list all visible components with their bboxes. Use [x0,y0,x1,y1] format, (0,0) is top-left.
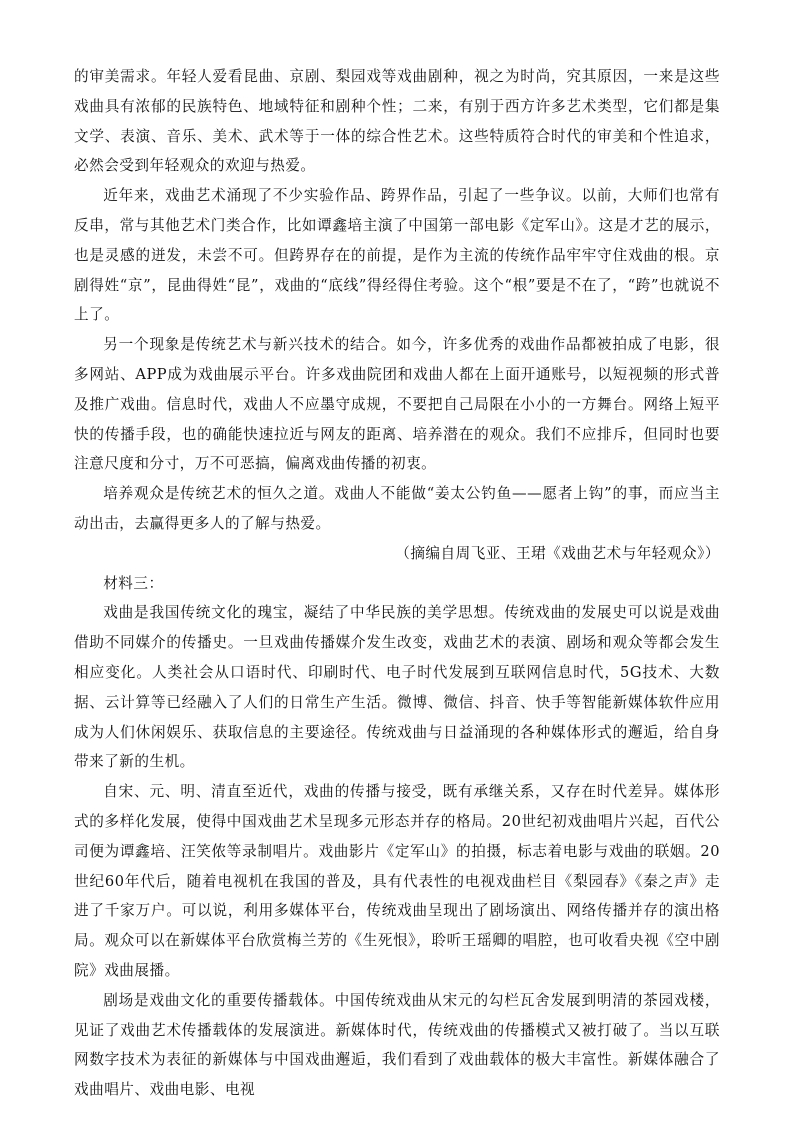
paragraph-theater: 剧场是戏曲文化的重要传播载体。中国传统戏曲从宋元的勾栏瓦舍发展到明清的茶园戏楼，见证了戏曲艺术传播载体的发展演进。新媒体时代，传统戏曲的传播模式又被打破了。当以互联网数字技术为表征的新媒体与中国戏曲邂逅，我们看到了戏曲载体的极大丰富性。新媒体融合了戏曲唱片、戏曲电影、电视 [74,991,720,1099]
paragraph-technology: 另一个现象是传统艺术与新兴技术的结合。如今，许多优秀的戏曲作品都被拍成了电影，很多网站、APP成为戏曲展示平台。许多戏曲院团和戏曲人都在上面开通账号，以短视频的形式普及推广戏曲。信息时代，戏曲人不应墨守成规，不要把自己局限在小小的一方舞台。网络上短平快的传播手段，也的确能快速拉近与网友的距离、培养潜在的观众。我们不应排斥，但同时也要注意尺度和分寸，万不可恶搞，偏离戏曲传播的初衷。 [74,336,720,473]
paragraph-audience: 培养观众是传统艺术的恒久之道。戏曲人不能做“姜太公钓鱼——愿者上钩”的事，而应当主动出击，去赢得更多人的了解与热爱。 [74,485,720,532]
paragraph-history: 自宋、元、明、清直至近代，戏曲的传播与接受，既有承继关系，又存在时代差异。媒体形式的多样化发展，使得中国戏曲艺术呈现多元形态并存的格局。20世纪初戏曲唱片兴起，百代公司便为谭鑫培、汪笑侬等录制唱片。戏曲影片《定军山》的拍摄，标志着电影与戏曲的联姻。20世纪60年代后，随着电视机在我国的普及，具有代表性的电视戏曲栏目《梨园春》《秦之声》走进了千家万户。可以说，利用多媒体平台，传统戏曲呈现出了剧场演出、网络传播并存的演出格局。观众可以在新媒体平台欣赏梅兰芳的《生死恨》，聆听王瑶卿的唱腔，也可收看央视《空中剧院》戏曲展播。 [74,783,720,979]
paragraph-opera-media: 戏曲是我国传统文化的瑰宝，凝结了中华民族的美学思想。传统戏曲的发展史可以说是戏曲借助不同媒介的传播史。一旦戏曲传播媒介发生改变，戏曲艺术的表演、剧场和观众等都会发生相应变化。人类社会从口语时代、印刷时代、电子时代发展到互联网信息时代，5G技术、大数据、云计算等已经融入了人们的日常生产生活。微博、微信、抖音、快手等智能新媒体软件应用成为人们休闲娱乐、获取信息的主要途径。传统戏曲与日益涌现的各种媒体形式的邂逅，给自身带来了新的生机。 [74,604,720,771]
article-body [74,62,720,1105]
paragraph-continuation: 的审美需求。年轻人爱看昆曲、京剧、梨园戏等戏曲剧种，视之为时尚，究其原因，一来是这些戏曲具有浓郁的民族特色、地域特征和剧种个性；二来，有别于西方许多艺术类型，它们都是集文学、表演、音乐、美术、武术等于一体的综合性艺术。这些特质符合时代的审美和个性追求，必然会受到年轻观众的欢迎与热爱。 [74,68,720,175]
source-citation: （摘编自周飞亚、王珺《戏曲艺术与年轻观众》） [395,544,720,562]
paragraph-crossover: 近年来，戏曲艺术涌现了不少实验作品、跨界作品，引起了一些争议。以前，大师们也常有反串，常与其他艺术门类合作，比如谭鑫培主演了中国第一部电影《定军山》。这是才艺的展示，也是灵感的迸发，未尝不可。但跨界存在的前提，是作为主流的传统作品牢牢守住戏曲的根。京剧得姓“京”，昆曲得姓“昆”，戏曲的“底线”得经得住考验。这个“根”要是不在了，“跨”也就说不上了。 [74,187,720,324]
material-three-heading: 材料三： [103,574,164,592]
